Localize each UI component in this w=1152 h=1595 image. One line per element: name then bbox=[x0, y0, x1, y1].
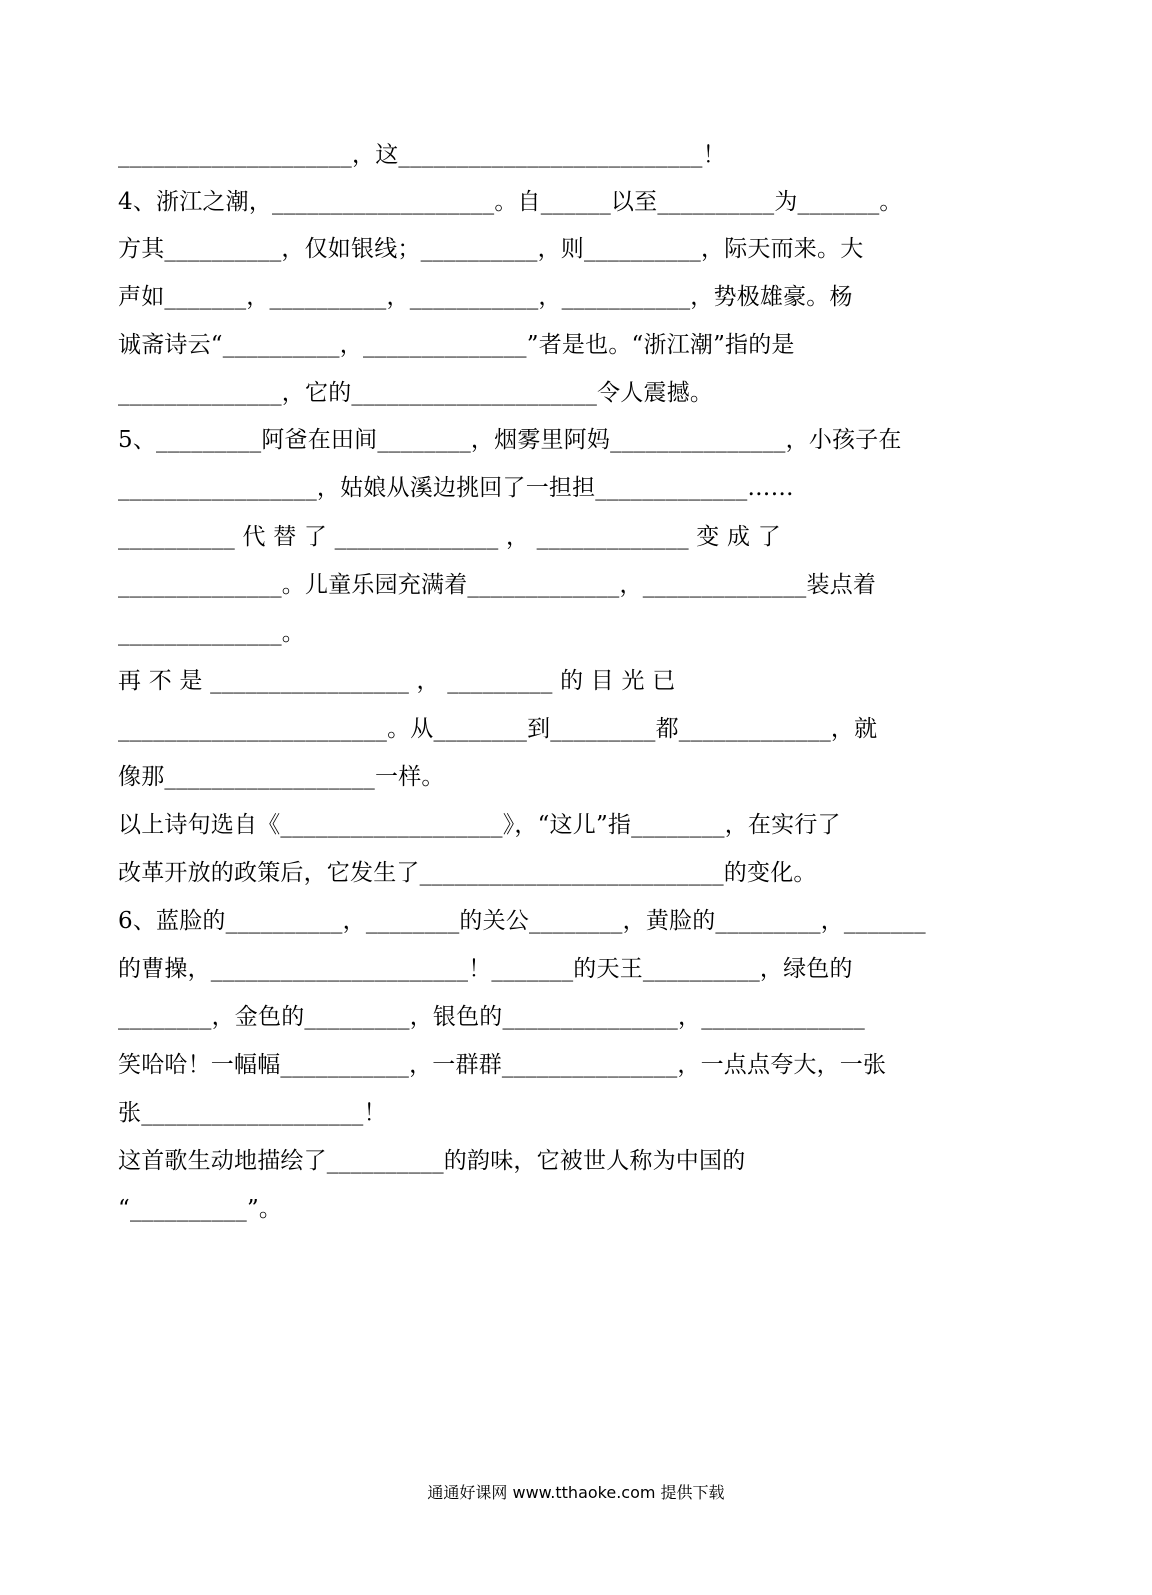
question-5-line-10: 改革开放的政策后，它发生了__________________________的变化。 bbox=[118, 860, 817, 886]
question-6-line-4: 笑哈哈！一幅幅___________，一群群_______________，一点点夸大，一张 bbox=[118, 1052, 887, 1078]
question-5-line-4: ______________。儿童乐园充满着_____________，______________装点着 bbox=[118, 572, 877, 598]
question-5-line-9: 以上诗句选自《___________________》，“这儿”指________，在实行了 bbox=[118, 812, 841, 838]
question-6-line-5: 张___________________！ bbox=[118, 1100, 387, 1126]
text-line-1: ____________________，这__________________________！ bbox=[118, 142, 726, 168]
question-5-line-5: ______________。 bbox=[118, 620, 305, 646]
question-5-line-7: _______________________。从________到_________都_____________，就 bbox=[118, 716, 878, 742]
question-6-line-7: “__________”。 bbox=[118, 1196, 283, 1222]
question-4-line-3: 声如_______，__________，___________，___________，势极雄豪。杨 bbox=[118, 284, 853, 310]
question-5-line-1: 5、_________阿爸在田间________，烟雾里阿妈_______________，小孩子在 bbox=[118, 427, 902, 453]
question-5-line-6: 再 不 是 _________________ ， _________ 的 目 光 已 bbox=[118, 668, 676, 694]
question-4-line-1: 4、浙江之潮，___________________。自______以至__________为_______。 bbox=[118, 189, 903, 215]
question-6-line-3: ________，金色的_________，银色的_______________，______________ bbox=[118, 1004, 865, 1030]
question-4-line-4: 诚斋诗云“__________，______________”者是也。“浙江潮”指的是 bbox=[118, 332, 795, 358]
page-footer: 通通好课网 www.tthaoke.com 提供下载 bbox=[427, 1483, 725, 1502]
question-5-line-8: 像那__________________一样。 bbox=[118, 764, 445, 790]
question-4-line-2: 方其__________，仅如银线；__________，则__________，际天而来。大 bbox=[118, 236, 864, 262]
question-6-line-2: 的曹操，______________________！_______的天王__________，绿色的 bbox=[118, 956, 853, 982]
question-6-line-6: 这首歌生动地描绘了__________的韵味，它被世人称为中国的 bbox=[118, 1148, 746, 1174]
question-6-line-1: 6、蓝脸的__________，________的关公________，黄脸的_________，_______ bbox=[118, 908, 926, 934]
question-5-line-3: __________ 代 替 了 ______________ ， _____________ 变 成 了 bbox=[118, 524, 781, 550]
question-4-line-5: ______________，它的_____________________令人震撼。 bbox=[118, 380, 714, 406]
question-5-line-2: _________________，姑娘从溪边挑回了一担担_____________…… bbox=[118, 475, 794, 501]
